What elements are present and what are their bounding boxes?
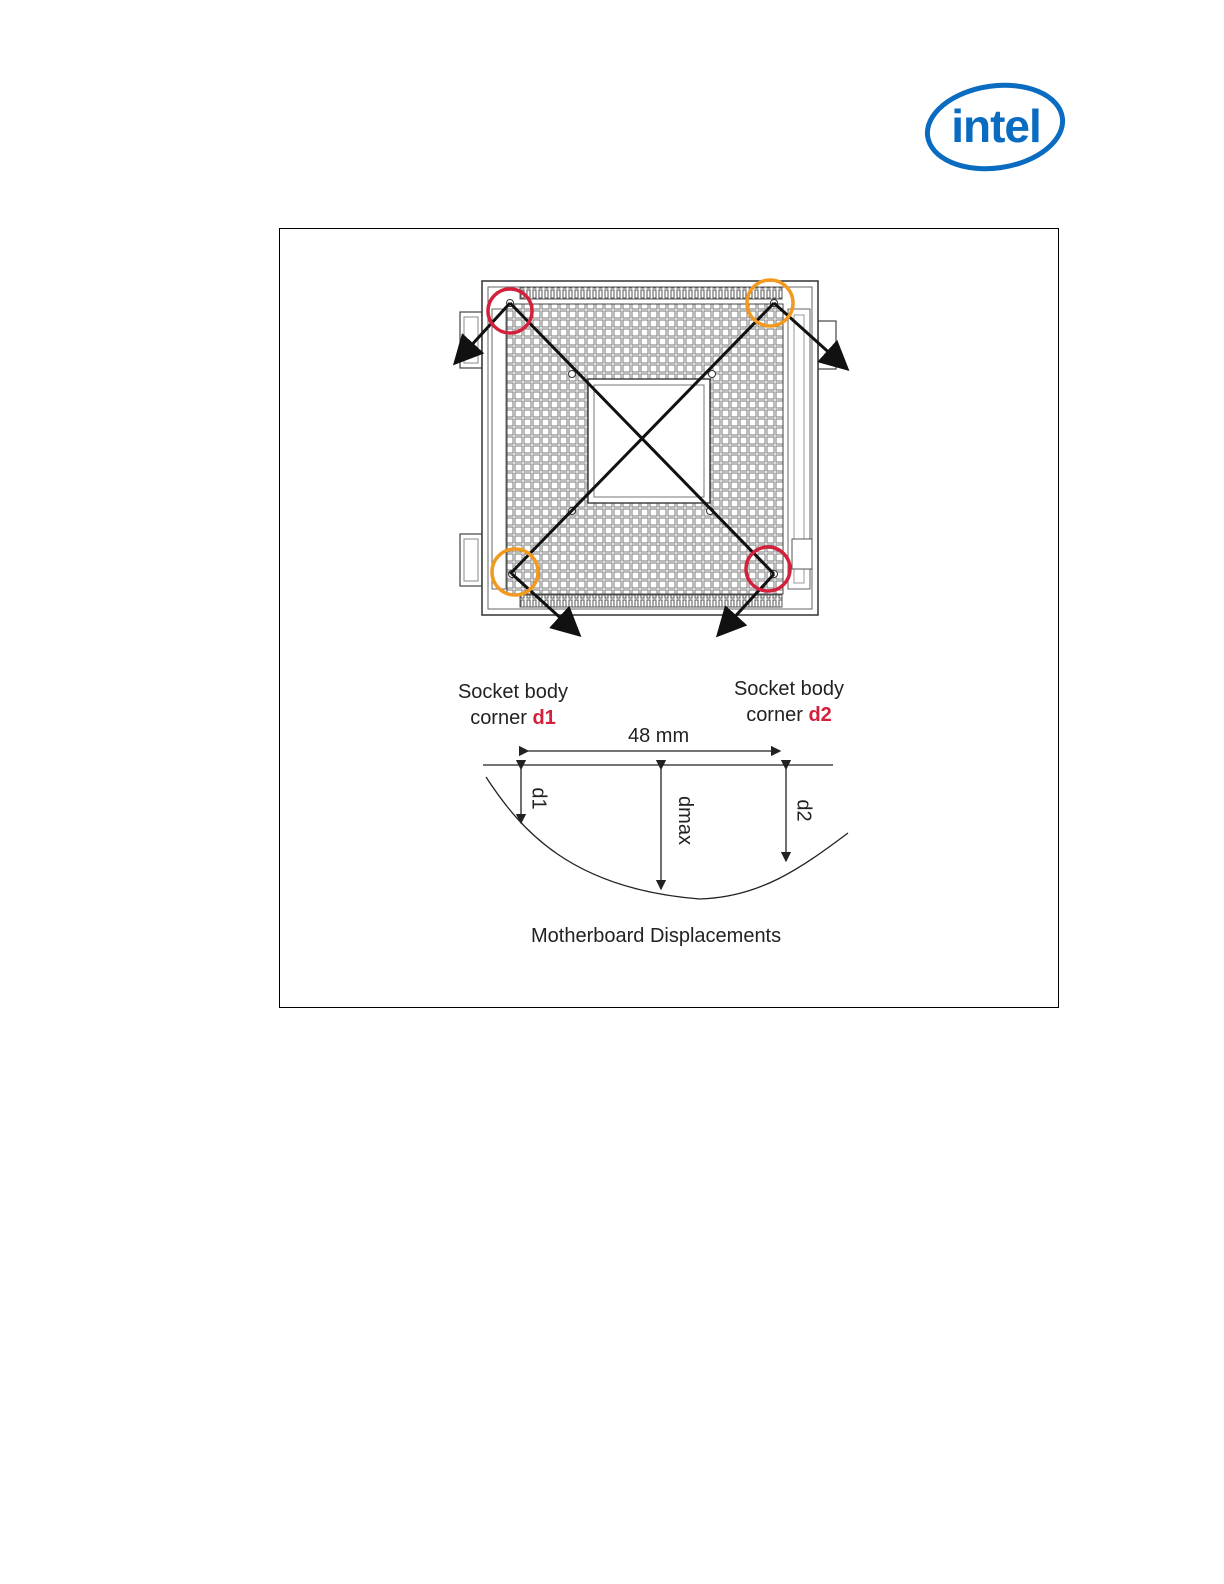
corner-right-line2: corner xyxy=(746,704,803,726)
corner-right-id: d2 xyxy=(808,704,832,726)
corner-left-id: d1 xyxy=(532,707,556,729)
corner-left-line2: corner xyxy=(470,707,527,729)
displacement-sketch xyxy=(483,751,848,899)
figure-frame xyxy=(279,228,1059,1008)
figure-caption: Motherboard Displacements xyxy=(531,925,782,947)
measure-d2-label: d2 xyxy=(792,799,815,822)
corner-right-line2-wrap xyxy=(722,702,856,728)
corner-left-line2-wrap xyxy=(446,705,580,731)
corner-label-right xyxy=(722,676,856,728)
corner-right-line1: Socket body xyxy=(733,678,845,700)
corner-left-line1: Socket body xyxy=(457,681,569,703)
intel-logo-text: intel xyxy=(951,100,1041,152)
socket-diagram xyxy=(280,229,1060,1009)
intel-logo xyxy=(922,80,1072,176)
measure-d1-label: d1 xyxy=(527,787,550,810)
measure-dmax-label: dmax xyxy=(673,796,696,845)
span-label: 48 mm xyxy=(628,725,690,747)
corner-label-left xyxy=(446,679,580,731)
